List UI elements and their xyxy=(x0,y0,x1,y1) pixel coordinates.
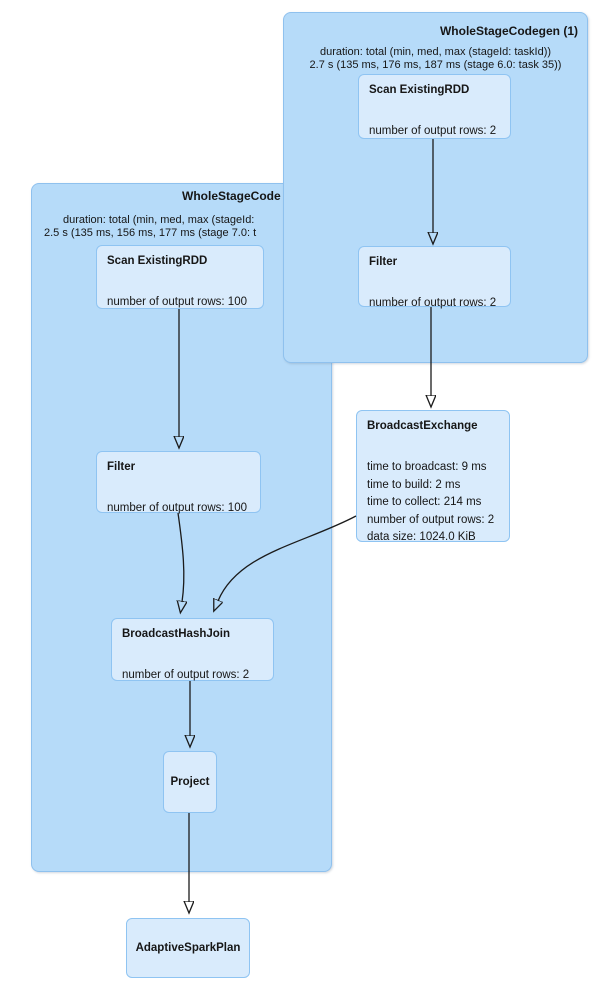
cluster-wholestagecodegen-1[interactable] xyxy=(283,12,588,363)
duration-line: duration: total (min, med, max (stageId: taskId)) xyxy=(319,46,552,58)
node-scan-existingrdd-1[interactable] xyxy=(358,74,511,139)
node-metrics xyxy=(367,459,499,547)
node-title: Project xyxy=(170,776,210,788)
node-project[interactable] xyxy=(163,751,217,813)
metric-line: time to broadcast: 9 ms xyxy=(367,461,487,473)
node-scan-existingrdd-2[interactable] xyxy=(96,245,264,309)
metric-line: number of output rows: 2 xyxy=(367,513,495,526)
node-metrics xyxy=(369,295,500,313)
metric-line: number of output rows: 2 xyxy=(369,297,497,309)
node-title: Filter xyxy=(369,256,398,268)
node-broadcast-hash-join[interactable] xyxy=(111,618,274,681)
node-broadcast-exchange[interactable] xyxy=(356,410,510,542)
cluster-title: WholeStageCode xyxy=(182,189,281,203)
node-title: AdaptiveSparkPlan xyxy=(135,942,241,954)
duration-line: 2.7 s (135 ms, 176 ms, 187 ms (stage 6.0: task 35)) xyxy=(309,58,562,71)
node-adaptive-spark-plan[interactable] xyxy=(126,918,250,978)
node-metrics xyxy=(107,500,250,518)
node-metrics xyxy=(107,294,253,312)
node-filter-1[interactable] xyxy=(358,246,511,307)
cluster-title: WholeStageCodegen (1) xyxy=(439,24,578,38)
cluster-duration xyxy=(284,46,587,71)
metric-line: number of output rows: 2 xyxy=(369,125,497,137)
node-filter-2[interactable] xyxy=(96,451,261,513)
metric-line: time to build: 2 ms xyxy=(367,478,461,491)
node-title: Scan ExistingRDD xyxy=(369,84,470,96)
duration-line: duration: total (min, med, max (stageId: xyxy=(63,214,255,226)
metric-line: time to collect: 214 ms xyxy=(367,496,482,508)
metric-line: number of output rows: 100 xyxy=(107,502,247,514)
metric-line: data size: 1024.0 KiB xyxy=(367,531,476,543)
node-metrics xyxy=(369,123,500,141)
node-title: BroadcastExchange xyxy=(367,420,478,432)
duration-line: 2.5 s (135 ms, 156 ms, 177 ms (stage 7.0: t xyxy=(44,226,257,239)
node-title: Scan ExistingRDD xyxy=(107,255,208,267)
metric-line: number of output rows: 2 xyxy=(122,669,250,681)
node-title: BroadcastHashJoin xyxy=(122,628,231,640)
node-title: Filter xyxy=(107,461,136,473)
metric-line: number of output rows: 100 xyxy=(107,296,247,308)
node-metrics xyxy=(122,667,263,685)
cluster-duration xyxy=(32,214,256,239)
